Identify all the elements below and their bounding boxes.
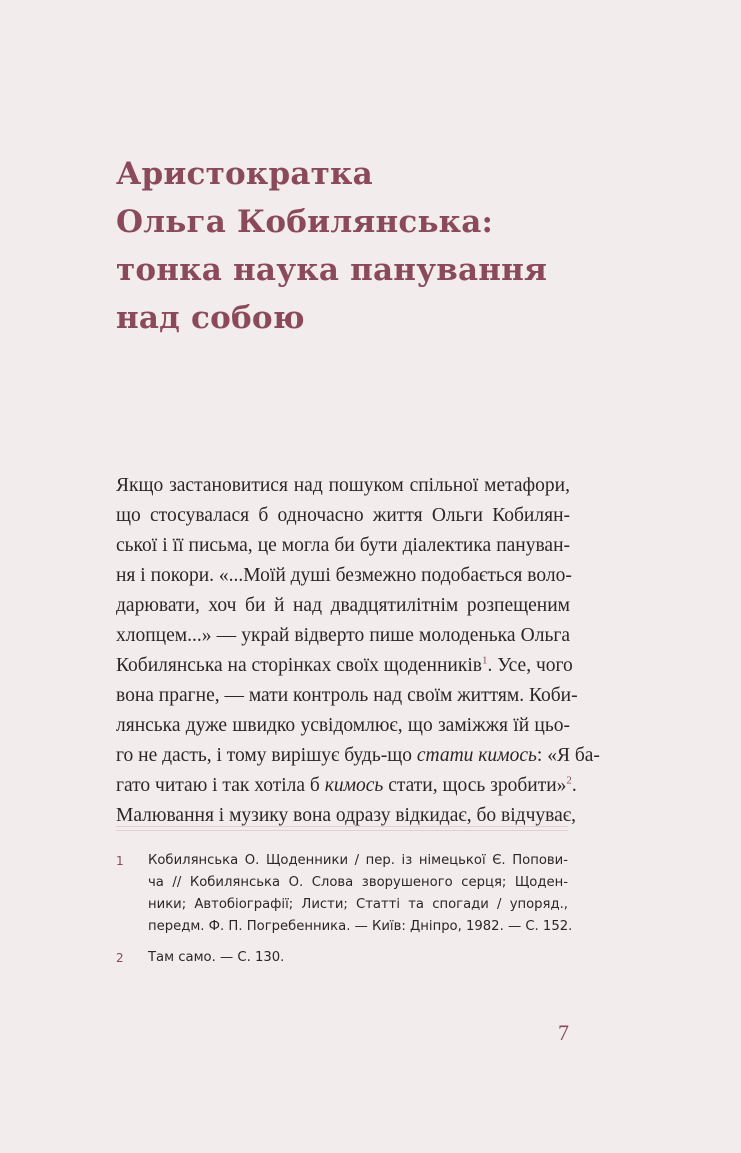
- body-line: [116, 651, 573, 681]
- body-line: [116, 771, 577, 801]
- footnote-reference-2[interactable]: 2: [566, 774, 572, 787]
- body-text-segment: : «Я ба-: [536, 745, 600, 766]
- chapter-title: [116, 150, 596, 342]
- body-line: ня і покори. «...Моїй душі безмежно подобається воло-: [116, 565, 572, 586]
- italic-emphasis: стати кимось: [416, 745, 537, 766]
- body-line: хлопцем...» — украй відверто пише молоденька Ольга: [116, 625, 570, 646]
- footnote-line: Там само. — С. 130.: [148, 950, 285, 965]
- footnotes: [116, 850, 576, 978]
- footnote-1: [116, 850, 576, 938]
- body-paragraph: [116, 471, 600, 831]
- body-text-segment: гато читаю і так хотіла б: [116, 775, 325, 796]
- body-text-segment: .: [571, 775, 577, 796]
- body-line: що стосувалася б одночасно життя Ольги Кобилян-: [116, 505, 570, 526]
- body-text-segment: Кобилянська на сторінках своїх щоденників: [116, 655, 482, 676]
- body-text-segment: стати, щось зробити»: [383, 775, 567, 796]
- chapter-title-line: над собою: [116, 300, 305, 336]
- chapter-title-line: Аристократка: [116, 156, 373, 192]
- italic-emphasis: кимось: [324, 775, 384, 796]
- body-text-segment: го не дасть, і тому вирішує будь-що: [116, 745, 417, 766]
- footnote-reference-1[interactable]: 1: [481, 654, 488, 667]
- chapter-title-line: Ольга Кобилянська:: [116, 204, 494, 240]
- body-line: [116, 741, 600, 771]
- footnote-number: 1: [116, 854, 124, 868]
- chapter-title-line: тонка наука панування: [116, 252, 548, 288]
- body-line: Якщо застановитися над пошуком спільної метафори,: [116, 475, 570, 496]
- footnote-line: передм. Ф. П. Погребенника. — Київ: Дніпро, 1982. — С. 152.: [148, 919, 573, 934]
- body-text-segment: . Усе, чого: [487, 655, 573, 676]
- body-line: Малювання і музику вона одразу відкидає, бо відчуває,: [116, 805, 577, 826]
- footnote-2: [116, 947, 576, 969]
- footnote-line: ники; Автобіографії; Листи; Статті та спогади / упоряд.,: [148, 897, 568, 912]
- body-line: вона прагне, — мати контроль над своїм життям. Коби-: [116, 685, 578, 706]
- footnote-line: Кобилянська О. Щоденники / пер. із німецької Є. Попови-: [148, 853, 568, 868]
- body-line: лянська дуже швидко усвідомлює, що заміжжя їй цьо-: [116, 715, 570, 736]
- footnote-line: ча // Кобилянська О. Слова зворушеного серця; Щоден-: [148, 875, 568, 890]
- page-number: 7: [558, 1020, 569, 1045]
- body-line: дарювати, хоч би й над двадцятилітнім розпещеним: [116, 595, 570, 616]
- footnote-number: 2: [116, 951, 124, 965]
- footnote-separator: [116, 826, 568, 831]
- body-line: ської і її письма, це могла би бути діалектика пануван-: [116, 535, 570, 556]
